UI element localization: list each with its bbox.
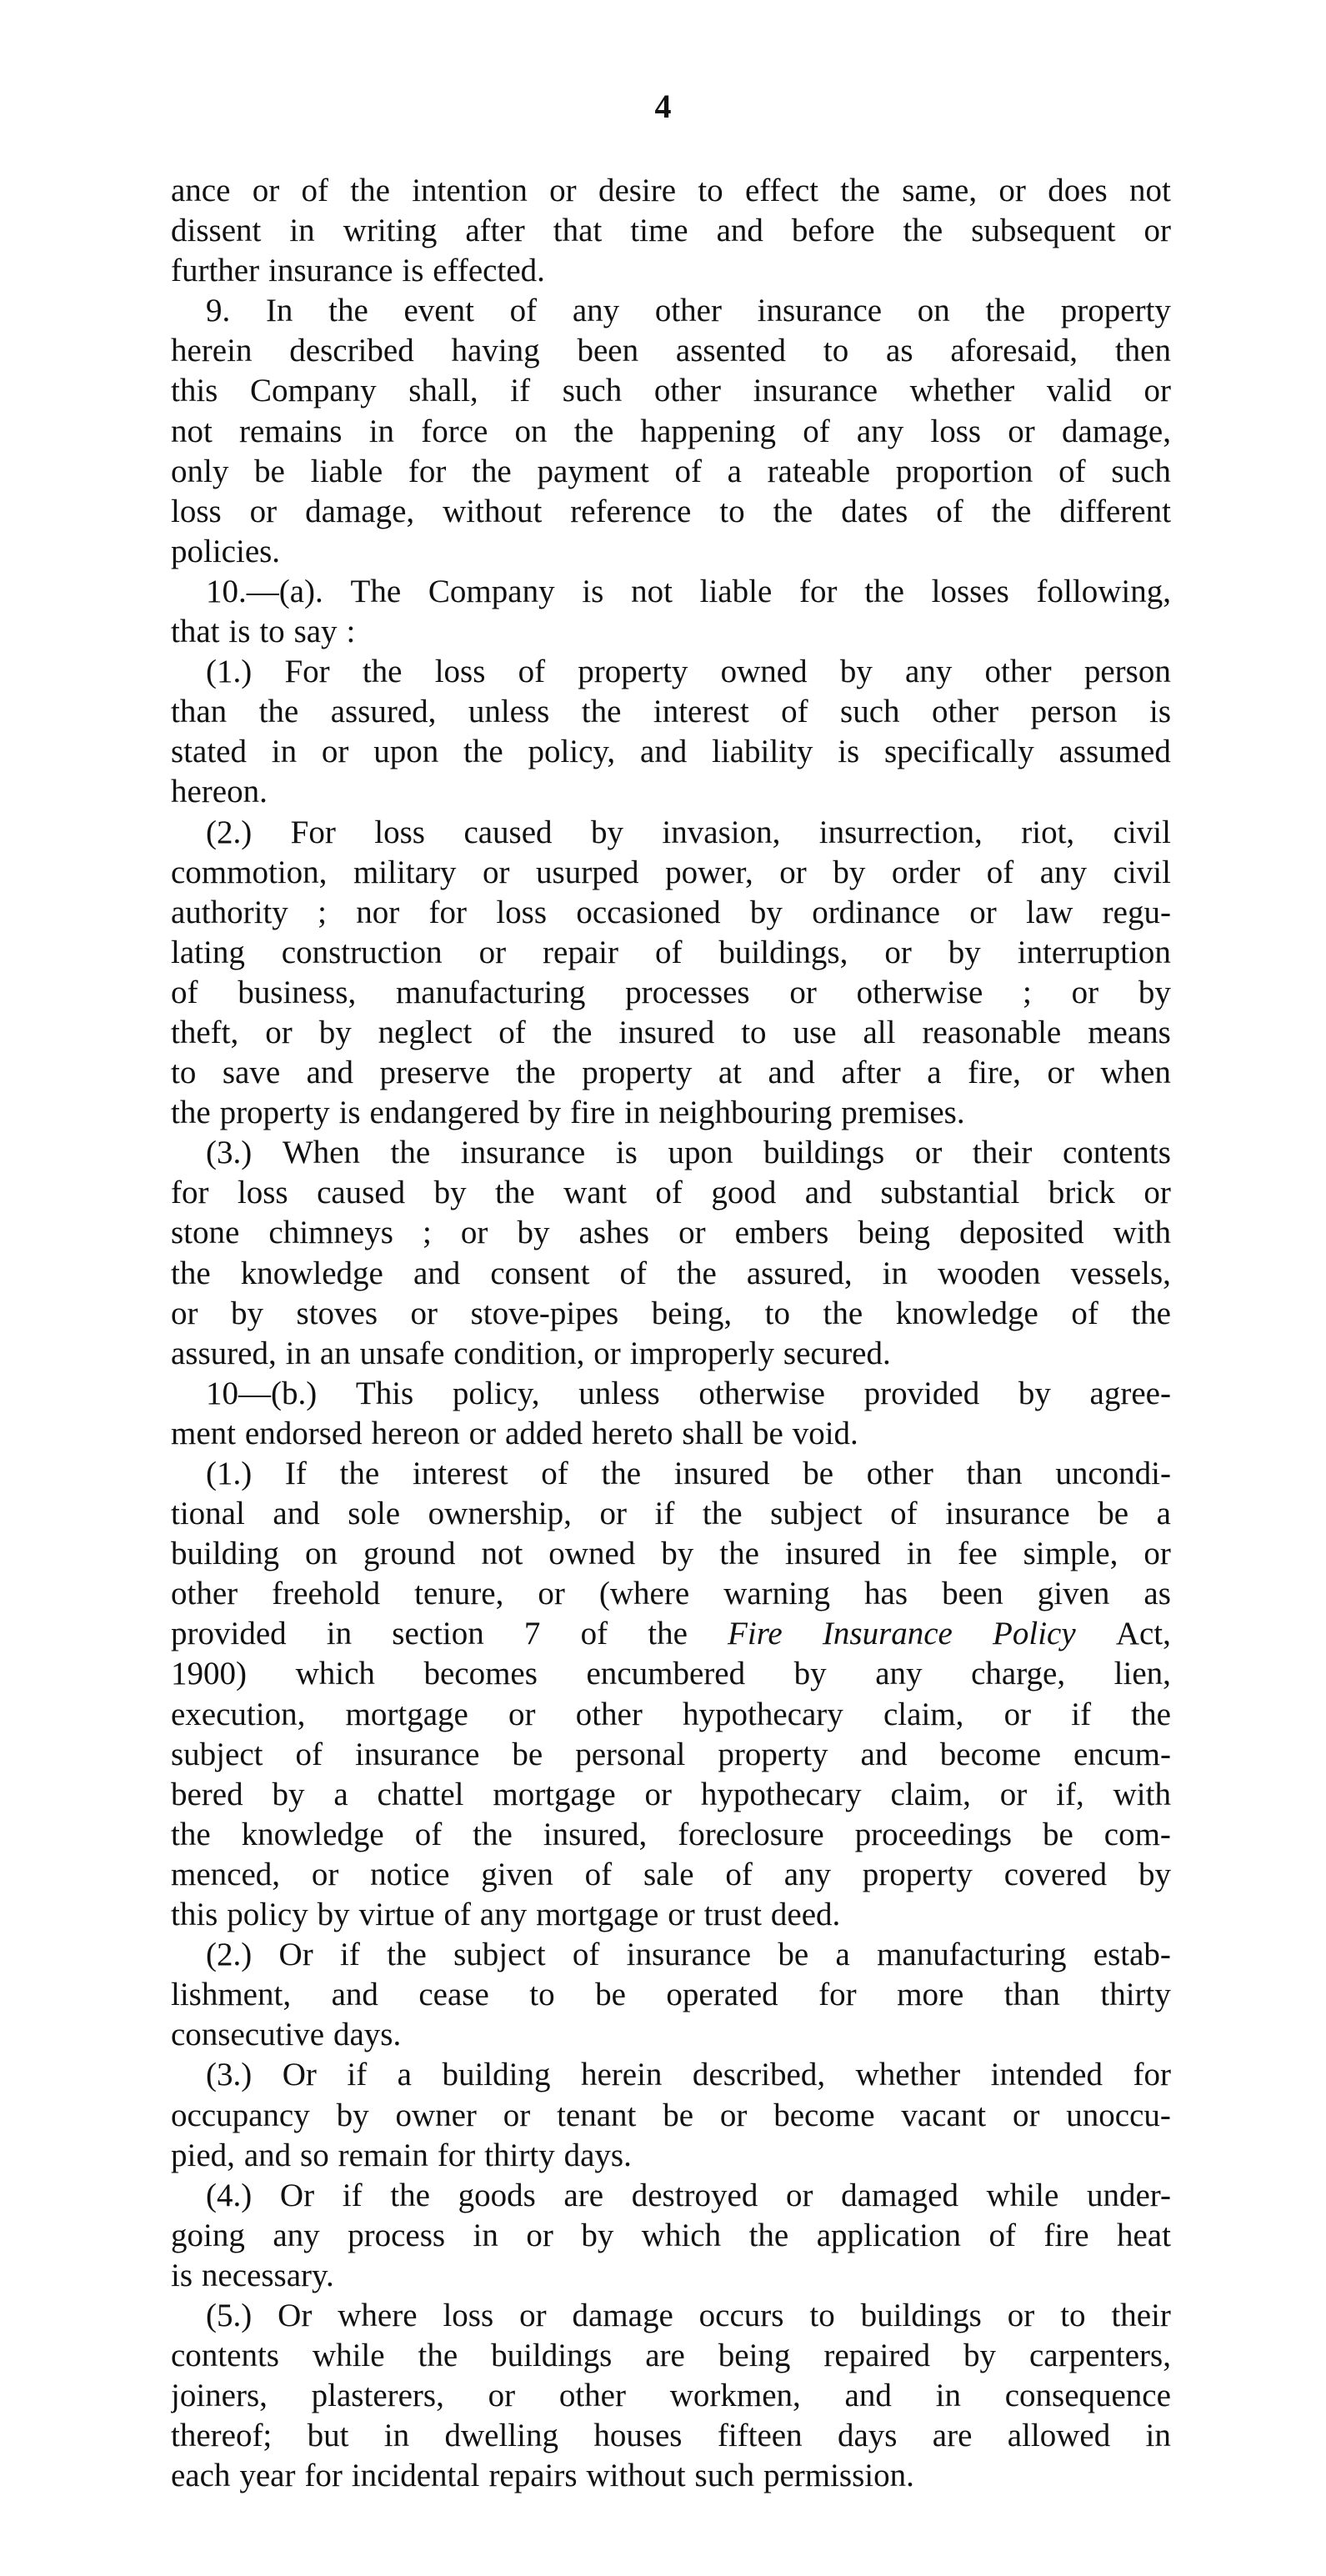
- text-line: further insurance is effected.: [171, 253, 545, 289]
- text-line: 10—(b.) This policy, unless otherwise provided by agree-: [206, 1375, 1171, 1411]
- text-line: lishment, and cease to be operated for more than thirty: [171, 1977, 1171, 2013]
- text-line: this Company shall, if such other insurance whether valid or: [171, 373, 1171, 409]
- text-line: than the assured, unless the interest of such other person is: [171, 694, 1171, 730]
- text-line: ance or of the intention or desire to effect the same, or does not: [171, 173, 1171, 208]
- text-line: provided in section 7 of the Fire Insurance Policy Act,: [171, 1616, 1171, 1652]
- text-line: occupancy by owner or tenant be or become vacant or unoccu-: [171, 2097, 1171, 2133]
- text-line: stated in or upon the policy, and liability is specifically assumed: [171, 734, 1171, 770]
- text-line: each year for incidental repairs without such permission.: [171, 2458, 914, 2494]
- text-line: execution, mortgage or other hypothecary claim, or if the: [171, 1696, 1171, 1732]
- text-line: of business, manufacturing processes or otherwise ; or by: [171, 974, 1171, 1010]
- text-line: thereof; but in dwelling houses fifteen days are allowed in: [171, 2418, 1171, 2454]
- text-line: this policy by virtue of any mortgage or trust deed.: [171, 1897, 841, 1933]
- text-line: (3.) When the insurance is upon buildings or their contents: [206, 1135, 1171, 1171]
- text-line: consecutive days.: [171, 2017, 402, 2053]
- text-line: dissent in writing after that time and before the subsequent or: [171, 213, 1171, 249]
- text-line: (2.) Or if the subject of insurance be a manufacturing estab-: [206, 1937, 1171, 1973]
- text-line: (4.) Or if the goods are destroyed or damaged while under-: [206, 2177, 1171, 2213]
- text-line: loss or damage, without reference to the dates of the different: [171, 493, 1171, 529]
- text-line: assured, in an unsafe condition, or improperly secured.: [171, 1335, 891, 1371]
- text-line: for loss caused by the want of good and substantial brick or: [171, 1175, 1171, 1211]
- text-line: the knowledge of the insured, foreclosure proceedings be com-: [171, 1816, 1171, 1852]
- text-line: contents while the buildings are being repaired by carpenters,: [171, 2338, 1171, 2374]
- text-line: stone chimneys ; or by ashes or embers being deposited with: [171, 1215, 1171, 1251]
- text-line: (5.) Or where loss or damage occurs to buildings or to their: [206, 2297, 1171, 2333]
- text-line: theft, or by neglect of the insured to use all reasonable means: [171, 1014, 1171, 1050]
- text-line: subject of insurance be personal property and become encum-: [171, 1736, 1171, 1772]
- text-line: bered by a chattel mortgage or hypothecary claim, or if, with: [171, 1776, 1171, 1812]
- policy-conditions-text: [171, 171, 1171, 2496]
- text-line: (3.) Or if a building herein described, whether intended for: [206, 2057, 1171, 2093]
- page-number: 4: [654, 88, 672, 125]
- text-line: or by stoves or stove-pipes being, to the knowledge of the: [171, 1295, 1171, 1331]
- text-line: authority ; nor for loss occasioned by ordinance or law regu-: [171, 894, 1171, 930]
- text-line: joiners, plasterers, or other workmen, and in consequence: [171, 2378, 1171, 2414]
- text-line: building on ground not owned by the insured in fee simple, or: [171, 1536, 1171, 1572]
- text-line: other freehold tenure, or (where warning has been given as: [171, 1576, 1171, 1612]
- text-line: hereon.: [171, 774, 268, 810]
- text-line: that is to say :: [171, 614, 356, 650]
- text-line: (1.) If the interest of the insured be other than uncondi-: [206, 1456, 1171, 1491]
- text-line: the knowledge and consent of the assured, in wooden vessels,: [171, 1255, 1171, 1291]
- text-line: (1.) For the loss of property owned by any other person: [206, 654, 1171, 690]
- text-line: ment endorsed hereon or added hereto shall be void.: [171, 1415, 858, 1451]
- text-line: 1900) which becomes encumbered by any charge, lien,: [171, 1656, 1171, 1692]
- text-line: pied, and so remain for thirty days.: [171, 2137, 632, 2173]
- text-line: 9. In the event of any other insurance on the property: [206, 293, 1171, 329]
- text-line: the property is endangered by fire in neighbouring premises.: [171, 1095, 965, 1131]
- text-line: 10.—(a). The Company is not liable for the losses following,: [206, 573, 1171, 609]
- text-line: to save and preserve the property at and after a fire, or when: [171, 1055, 1171, 1091]
- text-line: not remains in force on the happening of any loss or damage,: [171, 413, 1171, 449]
- text-line: tional and sole ownership, or if the subject of insurance be a: [171, 1496, 1171, 1532]
- text-line: policies.: [171, 533, 281, 569]
- text-line: (2.) For loss caused by invasion, insurrection, riot, civil: [206, 814, 1171, 850]
- text-line: only be liable for the payment of a rateable proportion of such: [171, 453, 1171, 489]
- text-line: is necessary.: [171, 2257, 334, 2293]
- text-line: going any process in or by which the application of fire heat: [171, 2217, 1171, 2253]
- text-line: commotion, military or usurped power, or by order of any civil: [171, 854, 1171, 890]
- text-line: menced, or notice given of sale of any property covered by: [171, 1856, 1171, 1892]
- text-line: lating construction or repair of buildings, or by interruption: [171, 934, 1171, 970]
- text-line: herein described having been assented to as aforesaid, then: [171, 333, 1171, 369]
